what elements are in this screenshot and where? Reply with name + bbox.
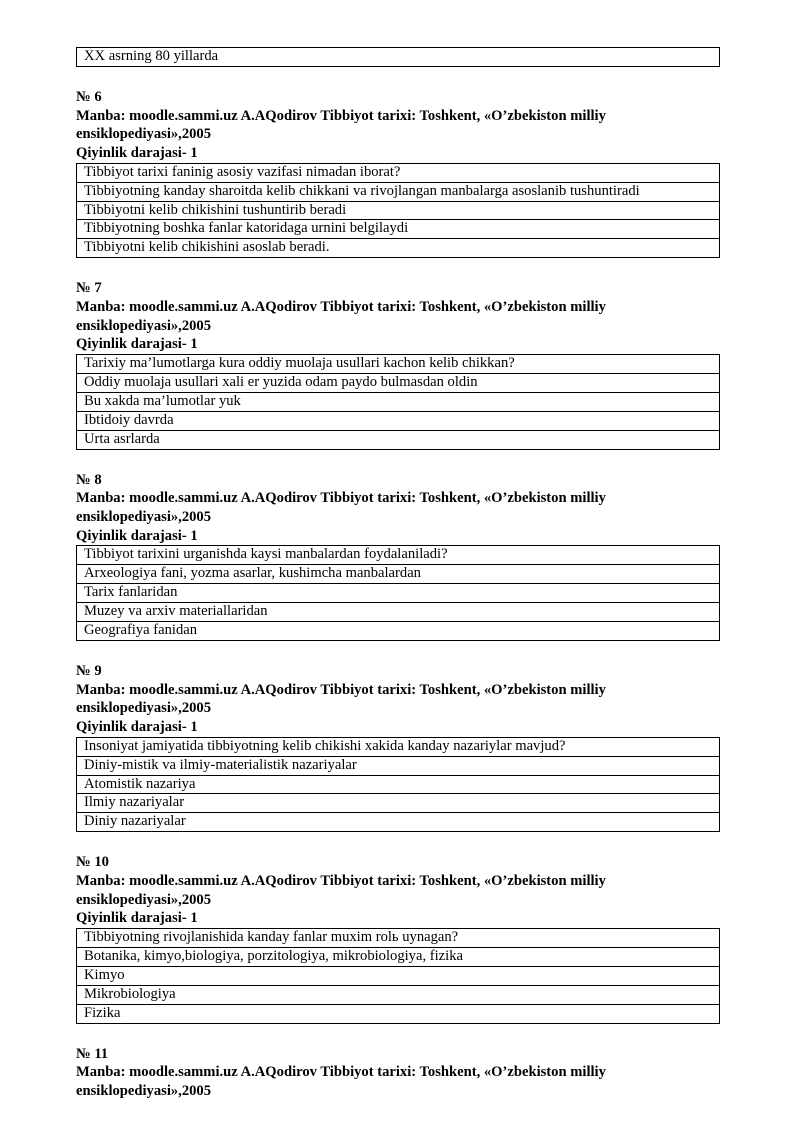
answer-row [77,813,720,832]
question-number: № 9 [76,662,102,679]
difficulty-level: Qiyinlik darajasi- 1 [76,145,198,162]
answer-option: Ilmiy nazariyalar [77,794,720,813]
answer-row [77,430,720,449]
difficulty-level: Qiyinlik darajasi- 1 [76,336,198,353]
question-number: № 6 [76,88,102,105]
question-block-10 [76,853,721,1023]
answer-option: Arxeologiya fani, yozma asarlar, kushimcha manbalardan [77,565,720,584]
question-source: Manba: moodle.sammi.uz A.AQodirov Tibbiyot tarixi: Toshkent, «O’zbekiston milliy ensiklopediyasi»,2005 [76,1064,606,1100]
question-table [76,163,720,259]
answer-row [77,603,720,622]
question-row [77,163,720,182]
question-source: Manba: moodle.sammi.uz A.AQodirov Tibbiyot tarixi: Toshkent, «O’zbekiston milliy ensiklopediyasi»,2005 [76,298,606,334]
table-row [77,48,720,67]
question-text: Tibbiyot tarixini urganishda kaysi manbalardan foydalaniladi? [77,546,720,565]
question-row [77,355,720,374]
difficulty-level: Qiyinlik darajasi- 1 [76,910,198,927]
question-text: Tarixiy ma’lumotlarga kura oddiy muolaja usullari kachon kelib chikkan? [77,355,720,374]
answer-row [77,1004,720,1023]
answer-option: Oddiy muolaja usullari xali er yuzida odam paydo bulmasdan oldin [77,373,720,392]
question-table [76,737,720,833]
answer-option: Diniy-mistik va ilmiy-materialistik nazariyalar [77,756,720,775]
question-table [76,354,720,450]
difficulty-level: Qiyinlik darajasi- 1 [76,527,198,544]
answer-row [77,985,720,1004]
answer-row [77,966,720,985]
question-text: Insoniyat jamiyatida tibbiyotning kelib chikishi xakida kanday nazariylar mavjud? [77,737,720,756]
answer-row [77,622,720,641]
question-source: Manba: moodle.sammi.uz A.AQodirov Tibbiyot tarixi: Toshkent, «O’zbekiston milliy ensiklopediyasi»,2005 [76,681,606,717]
answer-row [77,948,720,967]
difficulty-level: Qiyinlik darajasi- 1 [76,719,198,736]
answer-option: Tibbiyotning kanday sharoitda kelib chikkani va rivojlangan manbalarga asoslanib tushuntiradi [77,182,720,201]
document-page [76,0,721,1101]
question-block-8 [76,471,721,641]
answer-option: Urta asrlarda [77,430,720,449]
question-block-9 [76,662,721,832]
answer-option: Bu xakda ma’lumotlar yuk [77,392,720,411]
answer-option: Tarix fanlaridan [77,584,720,603]
answer-option: Ibtidoiy davrda [77,411,720,430]
question-text: Tibbiyotning rivojlanishida kanday fanlar muxim rolь uynagan? [77,929,720,948]
answer-row [77,182,720,201]
answer-row [77,775,720,794]
answer-option: Mikrobiologiya [77,985,720,1004]
answer-row [77,411,720,430]
answer-row [77,794,720,813]
question-source: Manba: moodle.sammi.uz A.AQodirov Tibbiyot tarixi: Toshkent, «O’zbekiston milliy ensiklopediyasi»,2005 [76,872,606,908]
question-number: № 11 [76,1045,109,1062]
answer-option: Atomistik nazariya [77,775,720,794]
answer-option: Muzey va arxiv materiallaridan [77,603,720,622]
question-row [77,546,720,565]
answer-option: Geografiya fanidan [77,622,720,641]
answer-option: Diniy nazariyalar [77,813,720,832]
answer-row [77,565,720,584]
question-block-7 [76,279,721,449]
answer-table-continued [76,47,720,67]
answer-option: Botanika, kimyo,biologiya, porzitologiya, mikrobiologiya, fizika [77,948,720,967]
answer-row [77,584,720,603]
question-block-11 [76,1045,721,1101]
question-block-6 [76,88,721,258]
answer-option: Kimyo [77,966,720,985]
answer-option: Fizika [77,1004,720,1023]
question-number: № 7 [76,280,102,297]
question-row [77,929,720,948]
question-row [77,737,720,756]
answer-row [77,373,720,392]
answer-option: Tibbiyotning boshka fanlar katoridaga urnini belgilaydi [77,220,720,239]
answer-row [77,756,720,775]
question-text: Tibbiyot tarixi faninig asosiy vazifasi nimadan iborat? [77,163,720,182]
answer-row [77,239,720,258]
question-number: № 10 [76,854,109,871]
answer-option: Tibbiyotni kelib chikishini asoslab beradi. [77,239,720,258]
question-source: Manba: moodle.sammi.uz A.AQodirov Tibbiyot tarixi: Toshkent, «O’zbekiston milliy ensiklopediyasi»,2005 [76,490,606,525]
question-table [76,545,720,641]
answer-row [77,220,720,239]
question-number: № 8 [76,471,102,488]
answer-row [77,392,720,411]
answer-option: Tibbiyotni kelib chikishini tushuntirib beradi [77,201,720,220]
question-table [76,928,720,1024]
table-cell: XX asrning 80 yillarda [77,48,720,67]
question-source: Manba: moodle.sammi.uz A.AQodirov Tibbiyot tarixi: Toshkent, «O’zbekiston milliy ensiklopediyasi»,2005 [76,107,606,143]
answer-row [77,201,720,220]
